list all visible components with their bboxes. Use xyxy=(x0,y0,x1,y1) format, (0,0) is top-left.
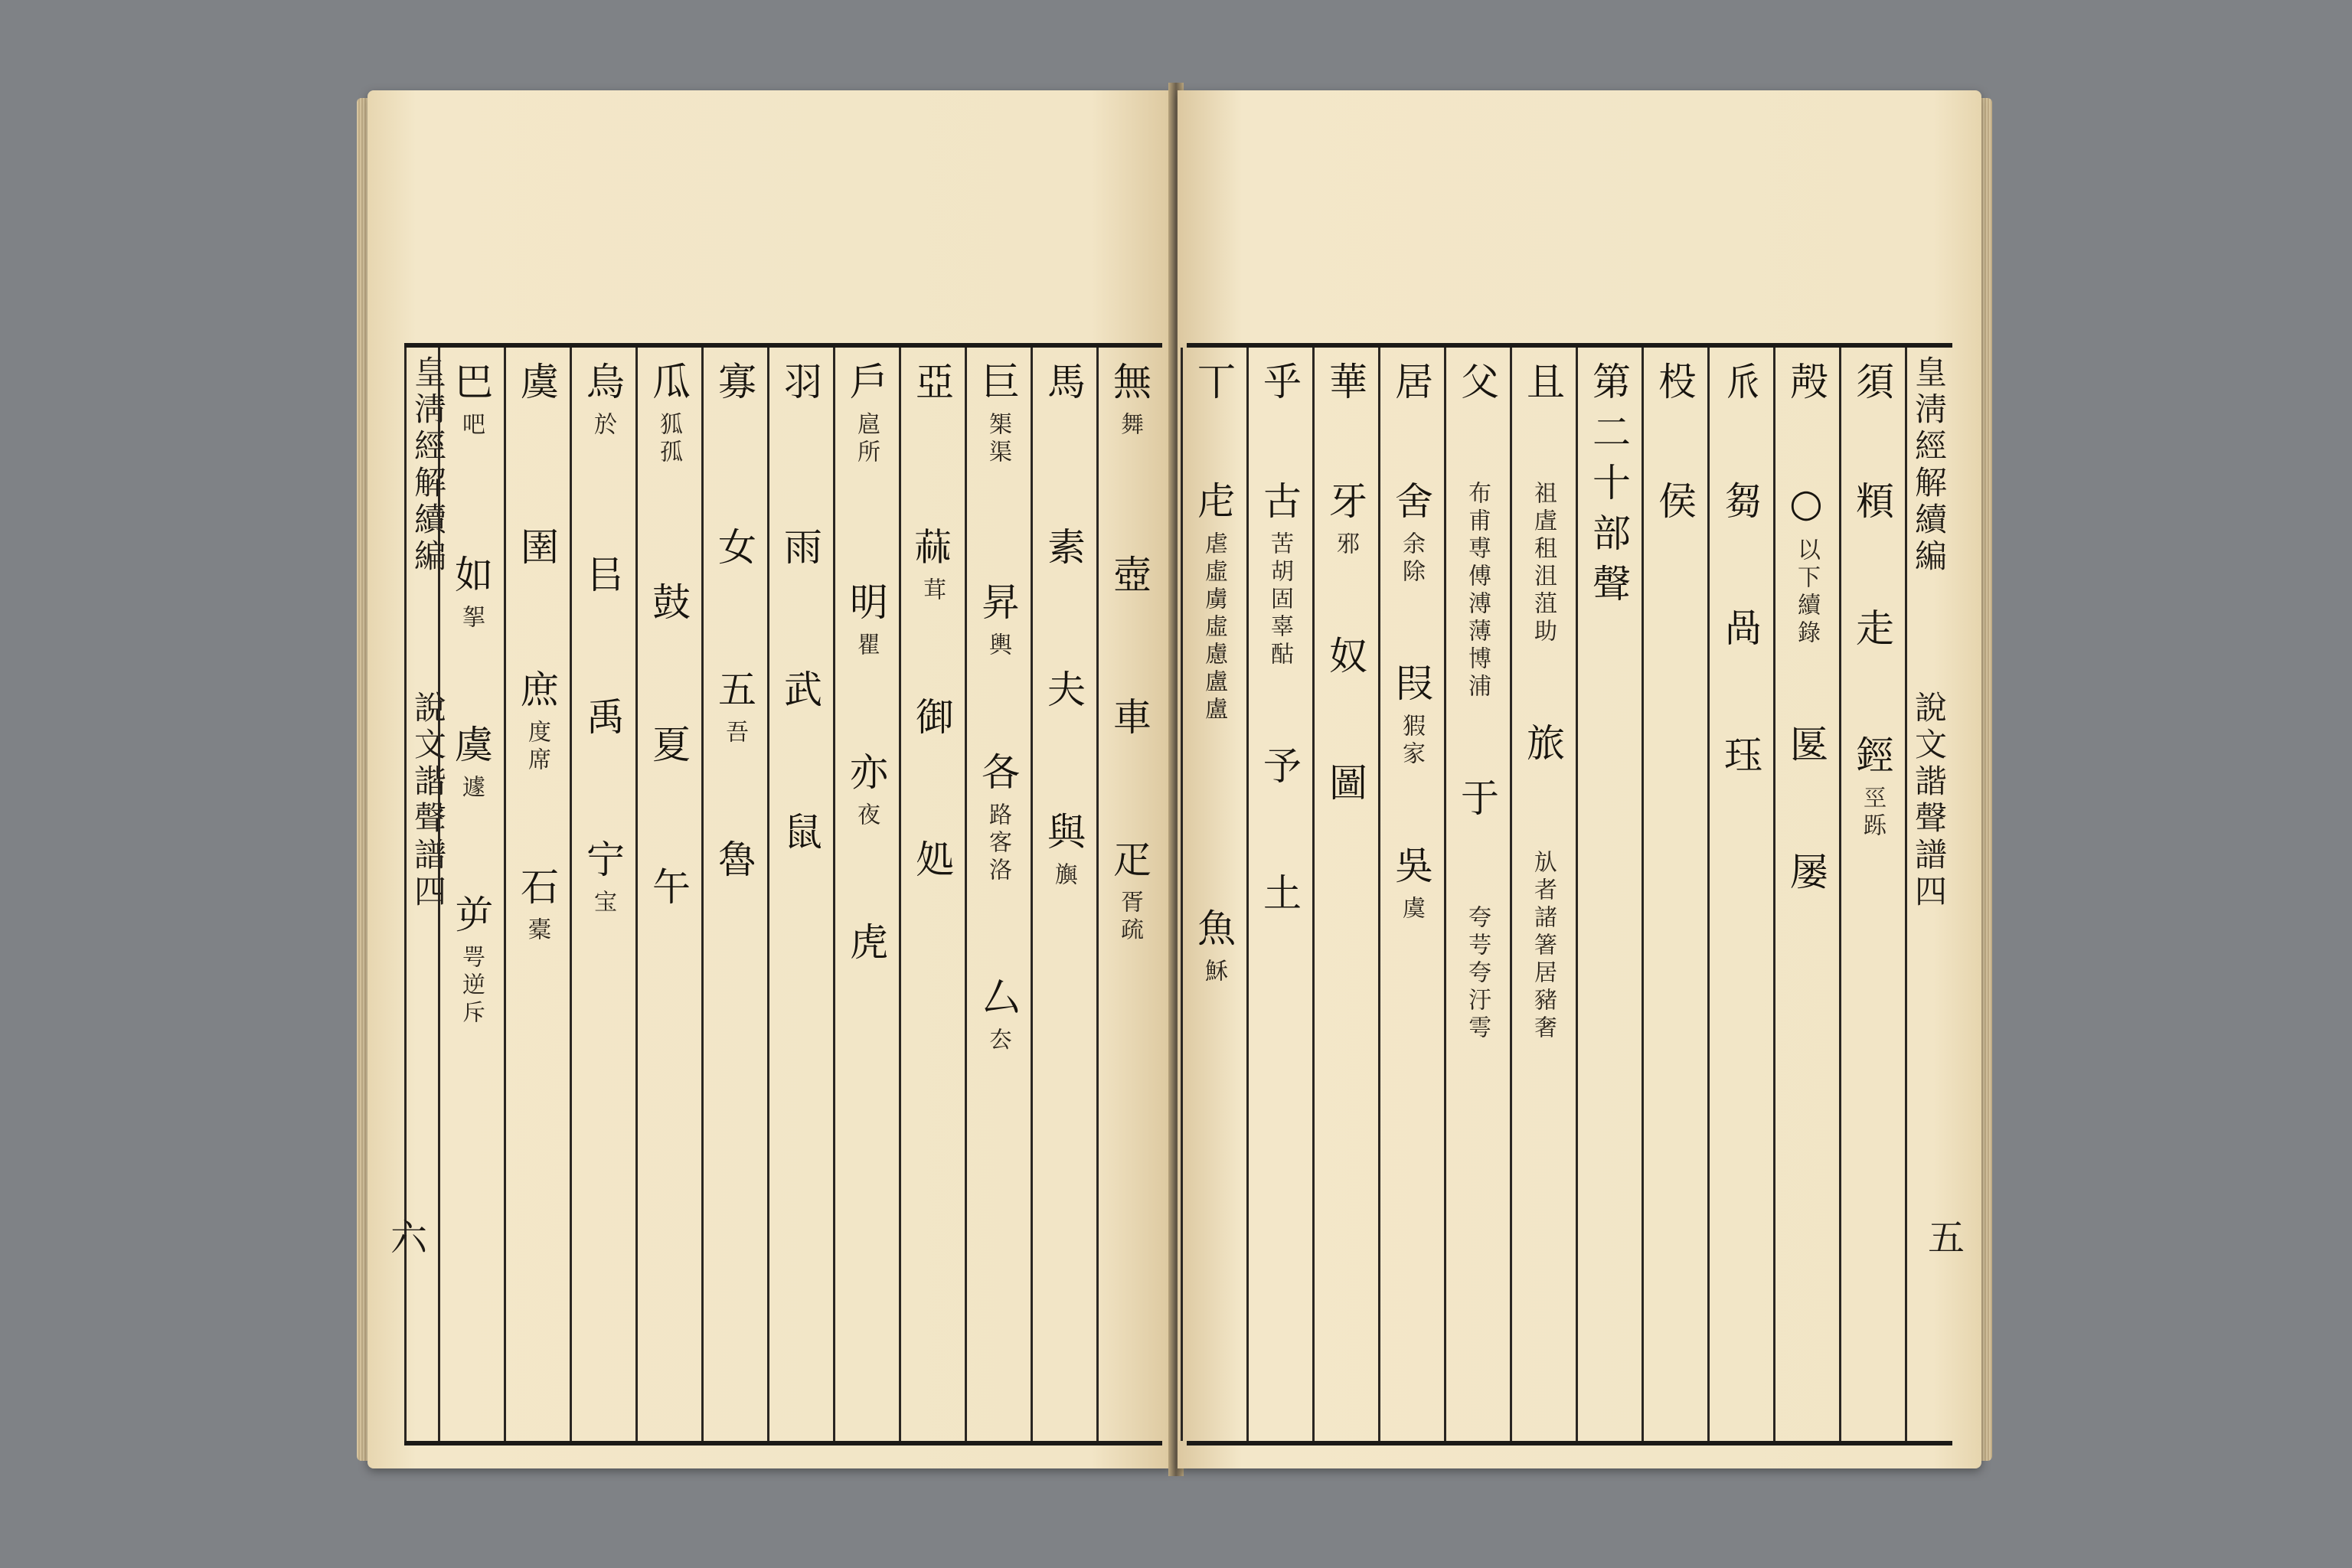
character-entry: 瓜 xyxy=(646,361,691,412)
character-note: 猳家 xyxy=(1398,714,1425,769)
character-entry: 于 xyxy=(1455,778,1499,828)
character-entry: 珏 xyxy=(1718,735,1762,786)
character-note: 舞 xyxy=(1116,412,1143,439)
character-note: 以下續錄 xyxy=(1793,537,1820,648)
text-column xyxy=(635,348,701,1441)
text-column xyxy=(701,348,767,1441)
character-entry: 華 xyxy=(1323,361,1367,412)
text-column xyxy=(767,348,833,1441)
character-note: 於 xyxy=(590,412,616,439)
character-entry: 𠂢 xyxy=(1718,361,1762,412)
character-entry: 魚 xyxy=(1191,908,1236,959)
character-entry: 鋞 xyxy=(1850,735,1894,786)
character-entry: 土 xyxy=(1257,873,1302,923)
right-text-frame xyxy=(1187,343,1952,1446)
text-column xyxy=(965,348,1031,1441)
character-entry: 如 xyxy=(449,554,493,605)
character-entry: 侯 xyxy=(1652,481,1697,531)
character-entry: 鼠 xyxy=(778,812,822,862)
character-entry: 走 xyxy=(1850,608,1894,658)
character-note: 瞿 xyxy=(853,632,880,660)
character-entry: 車 xyxy=(1107,697,1152,747)
text-column xyxy=(1510,348,1576,1441)
character-entry: 巴 xyxy=(449,361,493,412)
character-entry: 須 xyxy=(1850,361,1894,412)
character-entry: 宁 xyxy=(580,839,625,890)
character-entry: 杸 xyxy=(1652,361,1697,412)
character-entry: 午 xyxy=(646,867,691,917)
character-entry: 咼 xyxy=(1718,608,1762,658)
character-note: 宝 xyxy=(590,890,616,917)
character-entry: 舍 xyxy=(1389,481,1433,531)
character-note: 㫃者諸箸居豬奢 xyxy=(1530,850,1557,1043)
character-entry: 羽 xyxy=(778,361,822,412)
character-entry: 虞 xyxy=(449,724,493,775)
character-note: 夸芌夸汙雩 xyxy=(1464,905,1491,1043)
character-entry: 各 xyxy=(975,752,1020,802)
right-page xyxy=(1178,90,1981,1468)
character-note: 狐孤 xyxy=(655,412,682,467)
section-title-right: 說文諧聲譜四 xyxy=(1910,691,1948,911)
page-edges-right xyxy=(1980,98,1992,1461)
character-entry: 素 xyxy=(1041,527,1086,577)
character-entry: 夫 xyxy=(1041,669,1086,720)
character-note: 余除 xyxy=(1398,531,1425,586)
character-note: 榘渠 xyxy=(985,412,1011,467)
character-entry: 庶 xyxy=(514,669,559,720)
right-page-margin xyxy=(1905,348,1952,1441)
character-entry: 石 xyxy=(514,867,559,917)
text-column xyxy=(1444,348,1510,1441)
character-entry: 虍 xyxy=(1191,481,1236,531)
text-column xyxy=(1096,348,1162,1441)
character-note: 夜 xyxy=(853,802,880,830)
character-entry: 烏 xyxy=(580,361,625,412)
text-column xyxy=(1707,348,1773,1441)
text-column xyxy=(1642,348,1707,1441)
character-entry: 無 xyxy=(1107,361,1152,412)
text-column xyxy=(504,348,570,1441)
character-note: 茸 xyxy=(919,577,946,605)
character-entry: 処 xyxy=(910,839,954,890)
character-entry: 虞 xyxy=(514,361,559,412)
character-entry: 殸 xyxy=(1784,361,1828,412)
character-note: 胥疏 xyxy=(1116,890,1143,945)
character-entry: 御 xyxy=(910,697,954,747)
character-entry: 𦱍 xyxy=(910,527,954,577)
character-note: 扈所 xyxy=(853,412,880,467)
character-entry: 壺 xyxy=(1107,554,1152,605)
character-entry: 疋 xyxy=(1107,839,1152,890)
text-column xyxy=(570,348,635,1441)
character-entry: 叚 xyxy=(1389,663,1433,714)
book-title-right: 皇淸經解續編 xyxy=(1910,355,1948,576)
character-note: 巠跞 xyxy=(1859,786,1886,841)
character-entry: 寡 xyxy=(712,361,756,412)
character-entry: 奴 xyxy=(1323,635,1367,686)
character-entry: 夏 xyxy=(646,724,691,775)
character-entry: 頪 xyxy=(1850,481,1894,531)
character-entry: 居 xyxy=(1389,361,1433,412)
character-entry: 古 xyxy=(1257,481,1302,531)
character-entry: 予 xyxy=(1257,746,1302,796)
text-column xyxy=(833,348,899,1441)
character-entry: 吳 xyxy=(1389,845,1433,896)
character-note: 路客洛 xyxy=(985,802,1011,885)
character-entry: 乎 xyxy=(1257,361,1302,412)
character-entry: 圖 xyxy=(1323,763,1367,813)
text-column xyxy=(1312,348,1378,1441)
text-column xyxy=(1576,348,1642,1441)
character-note: 挐 xyxy=(458,605,485,632)
character-note: 吾 xyxy=(721,720,748,747)
text-column xyxy=(438,348,504,1441)
left-page xyxy=(368,90,1171,1468)
character-note: 虐虛虜虛慮盧盧 xyxy=(1200,531,1227,724)
character-entry: 戶 xyxy=(844,361,888,412)
character-note: 橐 xyxy=(524,917,550,945)
character-entry: 魯 xyxy=(712,839,756,890)
character-entry: 圉 xyxy=(514,527,559,577)
character-entry: 父 xyxy=(1455,361,1499,412)
character-note: 輿 xyxy=(985,632,1011,660)
text-column xyxy=(1246,348,1312,1441)
character-entry: 明 xyxy=(844,582,888,632)
character-note: 咢逆斥 xyxy=(458,945,485,1027)
character-entry: 虎 xyxy=(844,922,888,972)
book-title: 皇淸經解續編 xyxy=(410,355,447,576)
character-note: 度席 xyxy=(524,720,550,775)
text-column xyxy=(1031,348,1096,1441)
text-column xyxy=(1181,348,1246,1441)
character-entry: 且 xyxy=(1521,361,1565,412)
character-entry: 㠯 xyxy=(580,554,625,605)
character-entry: 丅 xyxy=(1191,361,1236,412)
open-book xyxy=(368,83,1984,1484)
character-note: 厺 xyxy=(985,1027,1011,1055)
character-entry: 巨 xyxy=(975,361,1020,412)
character-entry: 昇 xyxy=(975,582,1020,632)
character-note: 布甫尃傅溥薄博浦 xyxy=(1464,481,1491,701)
character-entry: 匽 xyxy=(1784,724,1828,775)
character-entry: 武 xyxy=(778,669,822,720)
character-entry: 雨 xyxy=(778,527,822,577)
character-entry: 屰 xyxy=(449,894,493,945)
character-entry: 鼓 xyxy=(646,582,691,632)
character-entry: 厶 xyxy=(975,977,1020,1027)
character-note: 祖虘租沮菹助 xyxy=(1530,481,1557,646)
character-note: 苦胡固辜酤 xyxy=(1266,531,1293,669)
character-entry: 亞 xyxy=(910,361,954,412)
character-entry: 第二十部聲 xyxy=(1586,361,1631,614)
left-text-frame xyxy=(404,343,1162,1446)
character-note: 遽 xyxy=(458,775,485,802)
text-column xyxy=(1773,348,1839,1441)
text-column xyxy=(1839,348,1905,1441)
character-note: 旟 xyxy=(1050,862,1077,890)
character-entry: 牙 xyxy=(1323,481,1367,531)
character-entry: 與 xyxy=(1041,812,1086,862)
character-note: 吧 xyxy=(458,412,485,439)
character-entry: 屡 xyxy=(1784,851,1828,902)
character-entry: 芻 xyxy=(1718,481,1762,531)
left-page-number: 六 xyxy=(390,1217,428,1259)
right-page-number: 五 xyxy=(1928,1217,1965,1259)
character-entry: 禹 xyxy=(580,697,625,747)
text-column xyxy=(899,348,965,1441)
character-entry: 五 xyxy=(712,669,756,720)
character-note: 邪 xyxy=(1332,531,1359,559)
character-note: 穌 xyxy=(1200,959,1227,986)
text-column xyxy=(1378,348,1444,1441)
character-note: 虞 xyxy=(1398,896,1425,923)
character-entry: 女 xyxy=(712,527,756,577)
section-title: 說文諧聲譜四 xyxy=(410,691,447,911)
character-entry: ○ xyxy=(1784,481,1828,537)
character-entry: 亦 xyxy=(844,752,888,802)
character-entry: 馬 xyxy=(1041,361,1086,412)
character-entry: 旅 xyxy=(1521,723,1565,773)
